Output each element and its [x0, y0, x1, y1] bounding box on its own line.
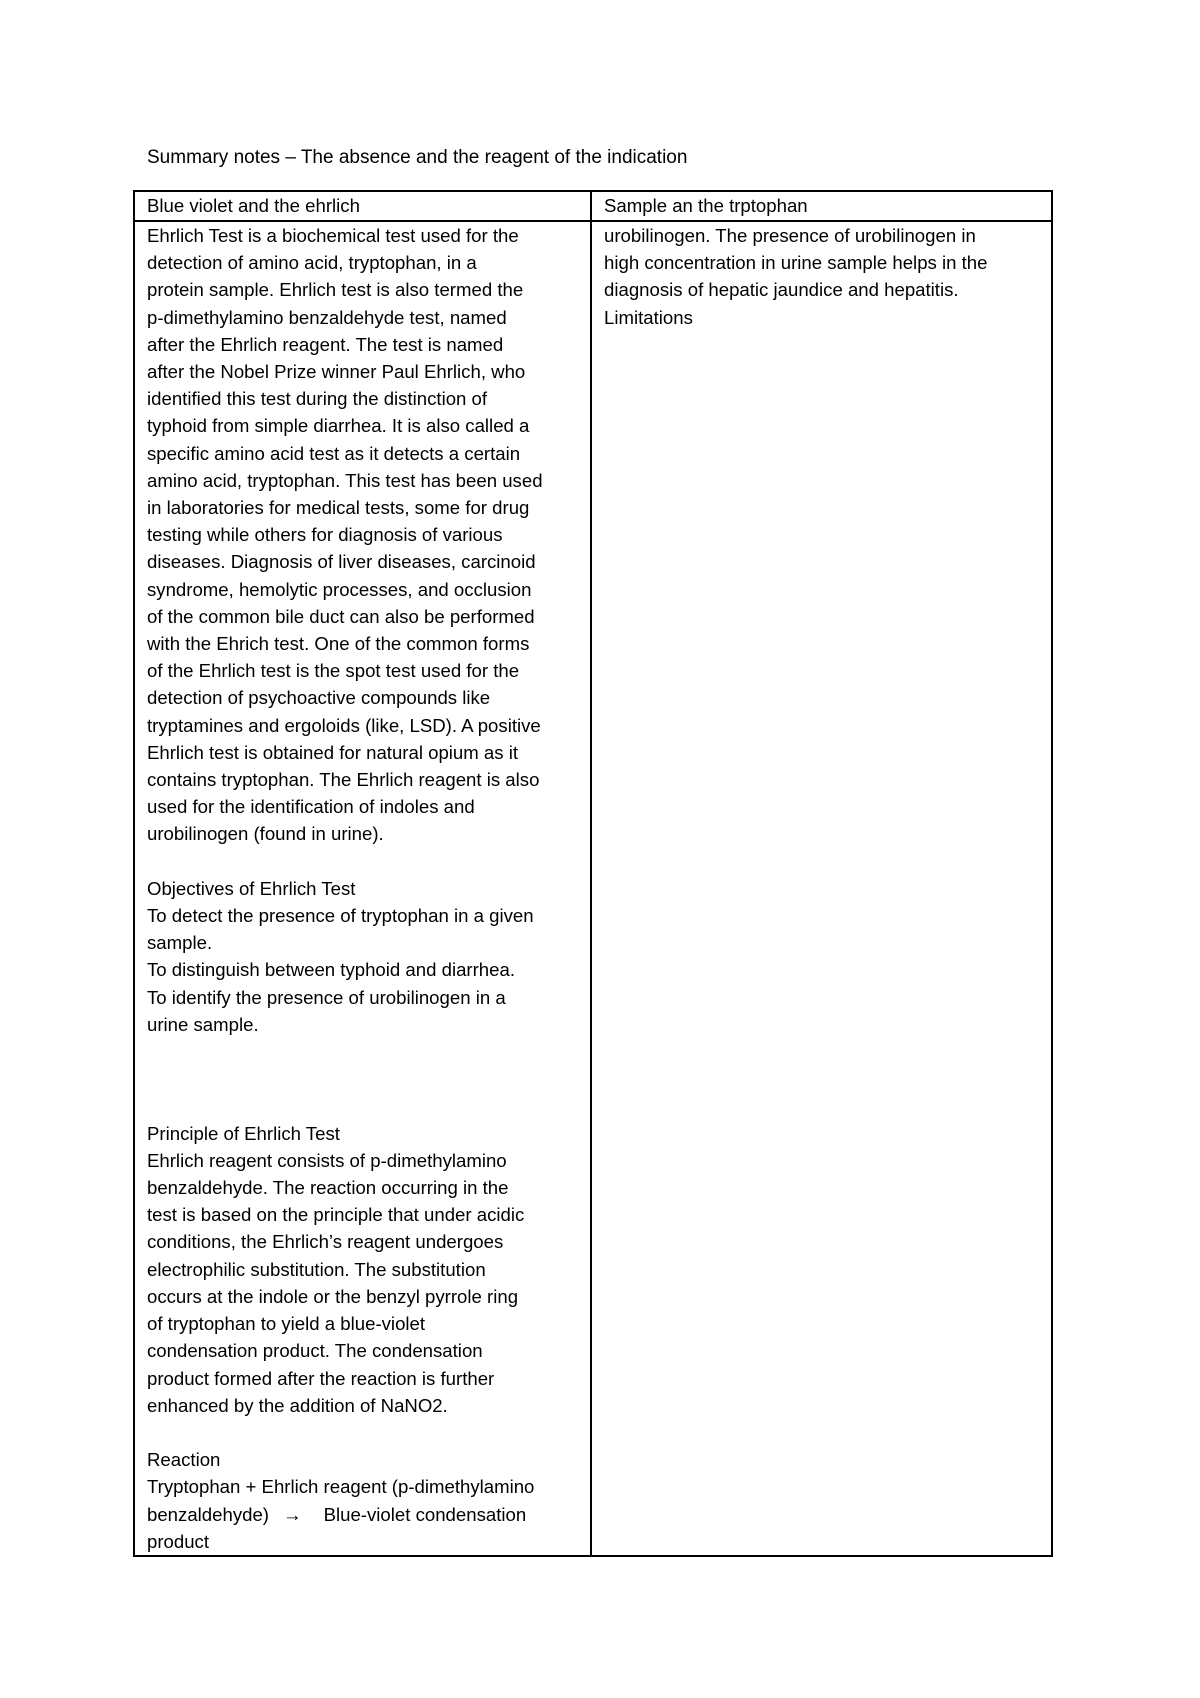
urobilinogen-paragraph: urobilinogen. The presence of urobilinogen in high concentration in urine sample helps in the diagnosis of hepatic jaundice and hepatitis. — [604, 225, 988, 301]
spacer — [147, 1038, 584, 1120]
spacer — [147, 1419, 584, 1446]
right-arrow-icon: → — [283, 1503, 302, 1525]
reaction-product: Blue-violet condensation — [323, 1503, 527, 1525]
principle-paragraph: Ehrlich reagent consists of p-dimethylamino benzaldehyde. The reaction occurring in the test is based on the principle that under acidic conditions, the Ehrlich’s reagent undergoes electrophilic substitution. The substitution occurs at the indole or the benzyl pyrrole ring of tryptophan to yield a blue-violet condensation product. The condensation product formed after the reaction is further enhanced by the addition of NaNO2. — [147, 1149, 525, 1416]
limitations-heading: Limitations — [604, 306, 693, 328]
left-column-cell — [134, 221, 591, 1556]
table-header-row — [134, 191, 1052, 221]
column-header-right: Sample an the trptophan — [591, 191, 1052, 221]
spacer — [147, 848, 584, 875]
reaction-reactant: benzaldehyde) — [147, 1503, 269, 1525]
reaction-line-1: Tryptophan + Ehrlich reagent (p-dimethylamino — [147, 1476, 535, 1498]
reaction-heading: Reaction — [147, 1449, 221, 1471]
reaction-line-2 — [147, 1501, 584, 1528]
objectives-heading: Objectives of Ehrlich Test — [147, 877, 356, 899]
right-column-cell — [591, 221, 1052, 1556]
table-body-row — [134, 221, 1052, 1556]
ehrlich-intro-paragraph: Ehrlich Test is a biochemical test used for the detection of amino acid, tryptophan, in a protein sample. Ehrlich test is also termed the p-dimethylamino benzaldehyde test, named after the Ehrlich reagent. The test is named after the Nobel Prize winner Paul Ehrlich, who identified this test during the distinction of typhoid from simple diarrhea. It is also called a specific amino acid test as it detects a certain amino acid, tryptophan. This test has been used in laboratories for medical tests, some for drug testing while others for diagnosis of various diseases. Diagnosis of liver diseases, carcinoid syndrome, hemolytic processes, and occlusion of the common bile duct can also be performed with the Ehrich test. One of the common forms of the Ehrlich test is the spot test used for the detection of psychoactive compounds like tryptamines and ergoloids (like, LSD). A positive Ehrlich test is obtained for natural opium as it contains tryptophan. The Ehrlich reagent is also used for the identification of indoles and urobilinogen (found in urine). — [147, 225, 543, 845]
column-header-left: Blue violet and the ehrlich — [134, 191, 591, 221]
objectives-paragraph: To detect the presence of tryptophan in a given sample. To distinguish between typhoid and diarrhea. To identify the presence of urobilinogen in a urine sample. — [147, 905, 534, 1035]
reaction-line-3: product — [147, 1530, 210, 1552]
principle-heading: Principle of Ehrlich Test — [147, 1122, 340, 1144]
document-title: Summary notes – The absence and the reagent of the indication — [147, 147, 688, 168]
notes-table — [133, 190, 1053, 1557]
